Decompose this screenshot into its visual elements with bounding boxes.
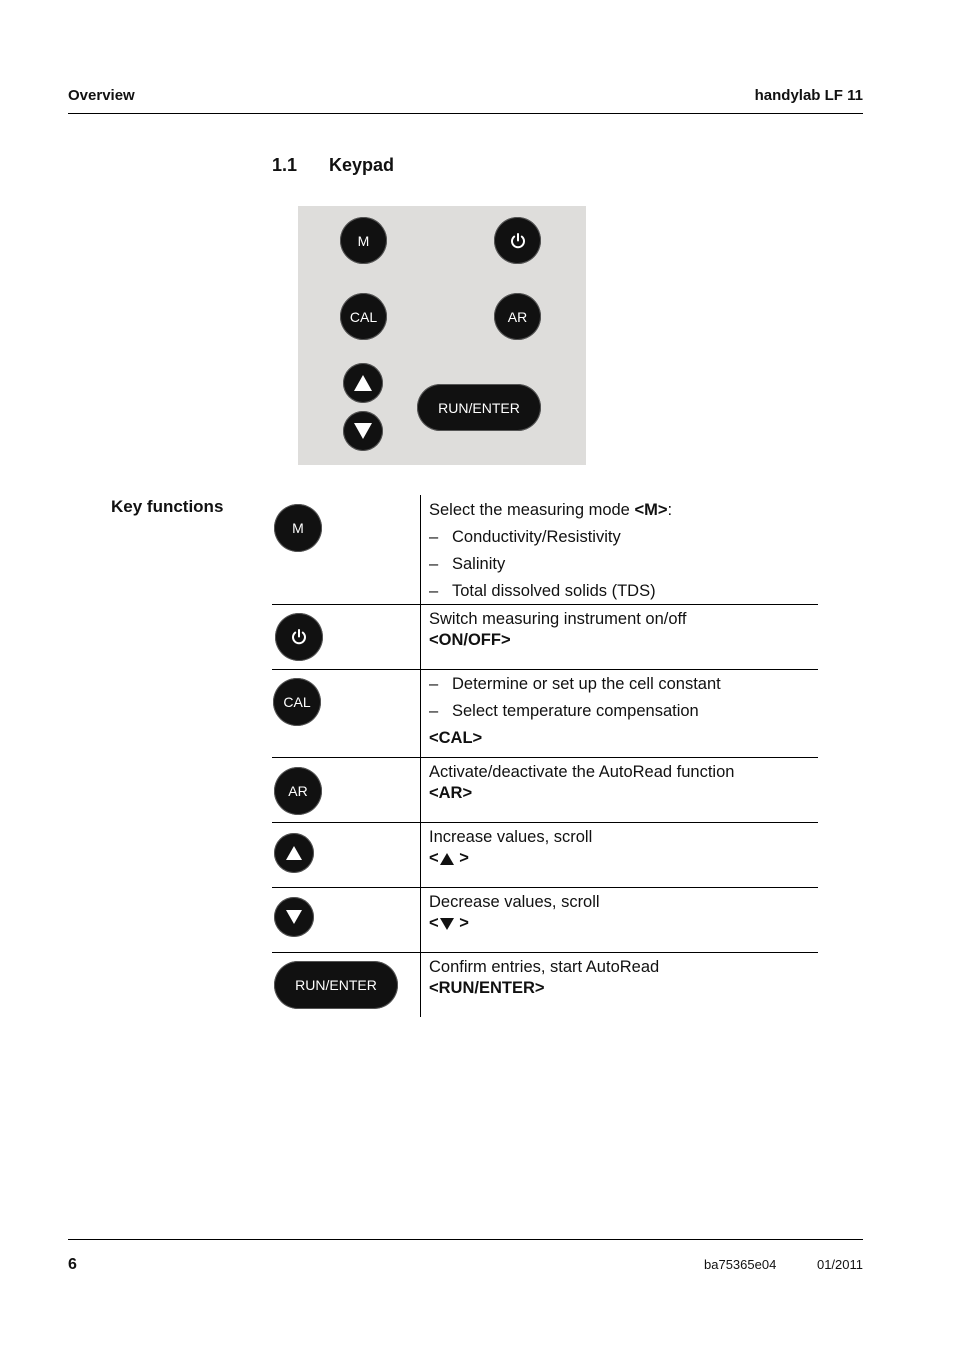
triangle-down-icon <box>353 422 373 440</box>
keypad-run-enter-key: RUN/ENTER <box>417 384 541 431</box>
table-row-down-description: Decrease values, scroll < > <box>429 893 600 932</box>
section-title: Keypad <box>329 155 395 175</box>
keypad-cal-key: CAL <box>340 293 387 340</box>
triangle-down-icon <box>439 917 455 931</box>
keypad-illustration <box>298 206 586 465</box>
document-id: ba75365e04 <box>704 1257 777 1272</box>
keypad-down-key <box>343 411 383 451</box>
table-cal-key: CAL <box>273 678 321 726</box>
row-separator <box>272 757 818 758</box>
table-down-key <box>274 897 314 937</box>
table-power-key <box>275 613 323 661</box>
table-row-run-enter-description: Confirm entries, start AutoRead <RUN/ENTER> <box>429 958 660 997</box>
row-separator <box>272 887 818 888</box>
key-functions-label: Key functions <box>111 497 224 516</box>
triangle-up-icon <box>353 374 373 392</box>
page-number: 6 <box>68 1256 77 1273</box>
table-row-cal-description: – Determine or set up the cell constant – Select temperature compensation <CAL> <box>429 675 721 747</box>
row-separator <box>272 604 818 605</box>
row-separator <box>272 952 818 953</box>
power-icon <box>290 628 308 646</box>
row-separator <box>272 822 818 823</box>
triangle-up-icon <box>285 845 303 861</box>
keypad-up-key <box>343 363 383 403</box>
list-item: Determine or set up the cell constant <box>452 675 721 693</box>
list-item: Total dissolved solids (TDS) <box>452 582 656 600</box>
header-rule <box>68 113 863 114</box>
list-item: Conductivity/Resistivity <box>452 528 621 546</box>
header-section-title: Overview <box>68 87 135 104</box>
header-product-name: handylab LF 11 <box>754 87 863 104</box>
table-row-ar-description: Activate/deactivate the AutoRead function <AR> <box>429 763 735 802</box>
list-item: Select temperature compensation <box>452 702 699 720</box>
section-number: 1.1 <box>272 155 298 175</box>
list-item: Salinity <box>452 555 506 573</box>
table-row-power-description: Switch measuring instrument on/off <ON/OFF> <box>429 610 687 649</box>
table-up-key <box>274 833 314 873</box>
triangle-up-icon <box>439 852 455 866</box>
keypad-power-key <box>494 217 541 264</box>
table-row-up-description: Increase values, scroll < > <box>429 828 593 867</box>
triangle-down-icon <box>285 909 303 925</box>
table-m-key: M <box>274 504 322 552</box>
power-icon <box>509 232 527 250</box>
document-date: 01/2011 <box>816 1257 863 1272</box>
footer-rule <box>68 1239 863 1240</box>
keypad-ar-key: AR <box>494 293 541 340</box>
table-row-m-description: Select the measuring mode <M>: – Conductivity/Resistivity – Salinity – Total dissolved solids (TDS) <box>429 501 673 600</box>
table-divider <box>420 495 421 1017</box>
row-separator <box>272 669 818 670</box>
table-ar-key: AR <box>274 767 322 815</box>
table-run-enter-key: RUN/ENTER <box>274 961 398 1009</box>
keypad-m-key: M <box>340 217 387 264</box>
